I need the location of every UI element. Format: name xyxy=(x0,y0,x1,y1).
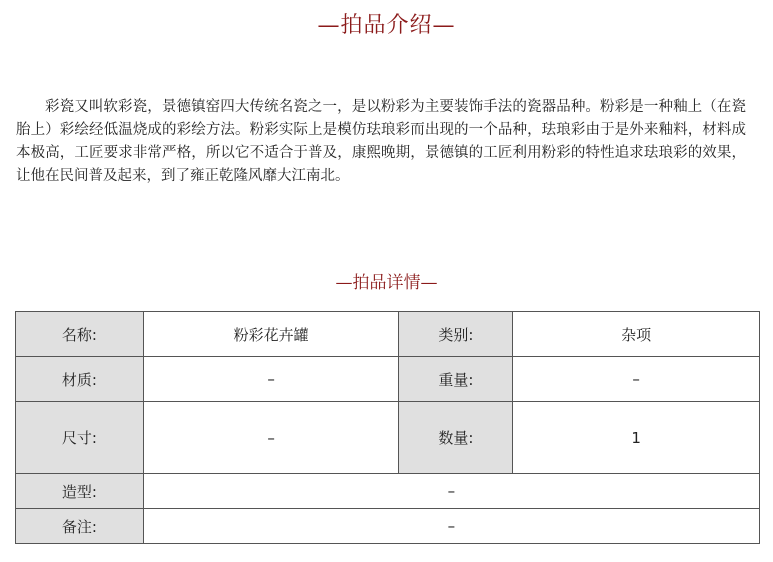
quantity-value: 1 xyxy=(513,402,760,474)
table-row xyxy=(16,402,760,474)
intro-section-title: —拍品介绍— xyxy=(317,13,456,38)
category-label: 类别: xyxy=(399,312,513,357)
shape-label: 造型: xyxy=(16,474,144,509)
size-label: 尺寸: xyxy=(16,402,144,474)
table-row xyxy=(16,474,760,509)
category-value: 杂项 xyxy=(513,312,760,357)
shape-value: – xyxy=(143,474,759,509)
details-table xyxy=(15,311,760,544)
material-value: – xyxy=(143,357,399,402)
size-value: – xyxy=(143,402,399,474)
details-section-title: —拍品详情— xyxy=(335,273,438,293)
notes-value: – xyxy=(143,509,759,544)
name-label: 名称: xyxy=(16,312,144,357)
weight-value: – xyxy=(513,357,760,402)
notes-label: 备注: xyxy=(16,509,144,544)
weight-label: 重量: xyxy=(399,357,513,402)
intro-paragraph: 彩瓷又叫软彩瓷，景德镇窑四大传统名瓷之一，是以粉彩为主要装饰手法的瓷器品种。粉彩是一种釉上（在瓷胎上）彩绘经低温烧成的彩绘方法。粉彩实际上是模仿珐琅彩而出现的一个品种，珐琅彩由于是外来釉料，材料成本极高，工匠要求非常严格，所以它不适合于普及，康熙晚期，景德镇的工匠利用粉彩的特性追求珐琅彩的效果，让他在民间普及起来，到了雍正乾隆风靡大江南北。 xyxy=(16,99,746,184)
table-row xyxy=(16,357,760,402)
table-row xyxy=(16,312,760,357)
material-label: 材质: xyxy=(16,357,144,402)
table-row xyxy=(16,509,760,544)
name-value: 粉彩花卉罐 xyxy=(143,312,399,357)
quantity-label: 数量: xyxy=(399,402,513,474)
